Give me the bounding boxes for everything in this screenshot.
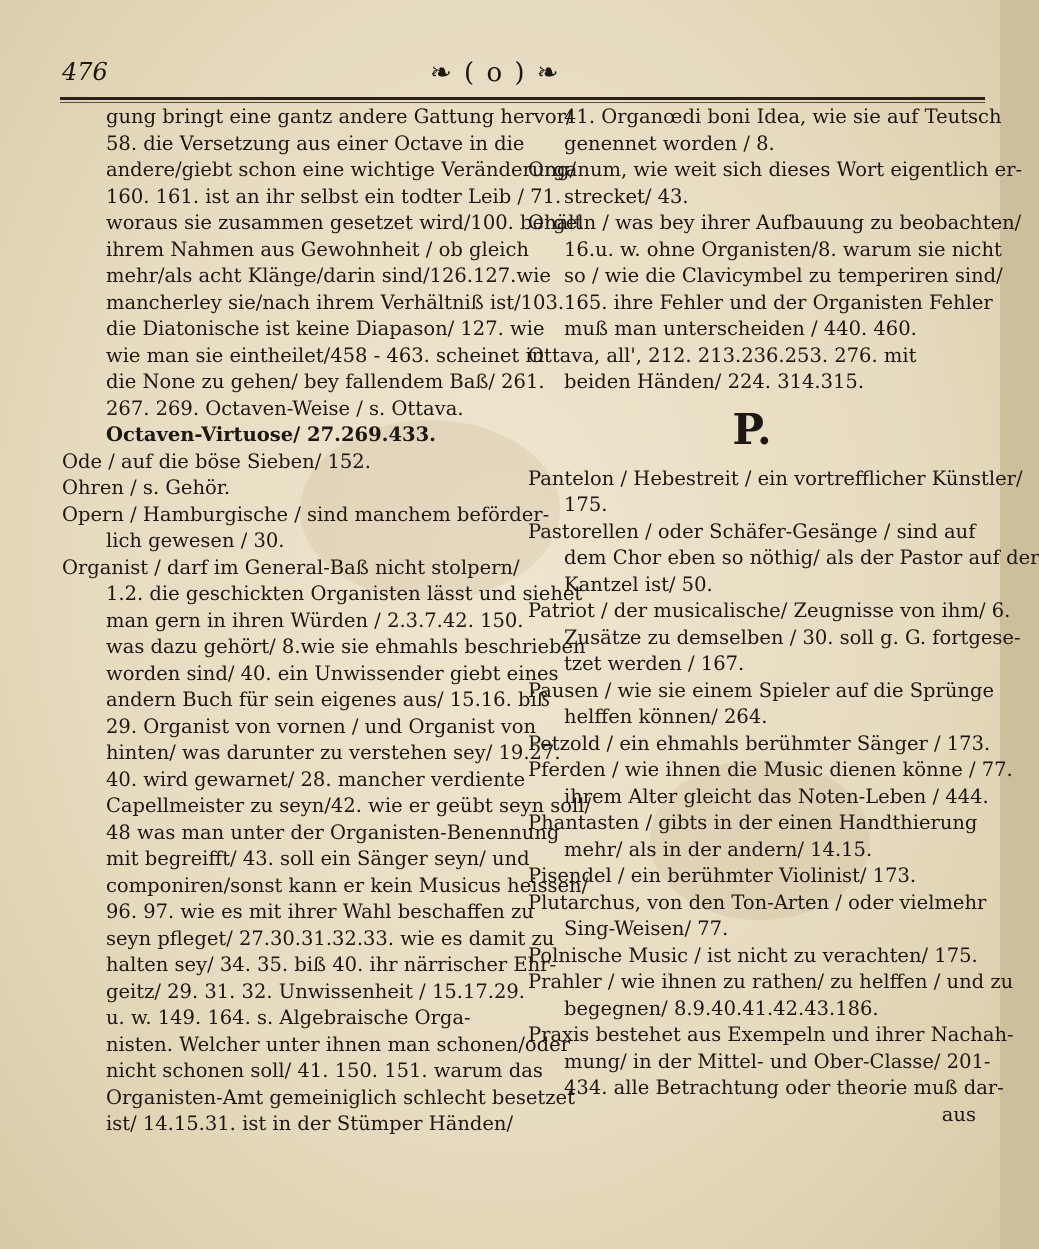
index-line: seyn pfleget/ 27.30.31.32.33. wie es damit zu (106, 926, 555, 950)
index-line: Kantzel ist/ 50. (564, 572, 713, 596)
index-line: Ottava, all', 212. 213.236.253. 276. mit (528, 343, 917, 367)
page-number: 476 (62, 58, 108, 86)
index-line: 267. 269. Octaven-Weise / s. Ottava. (106, 396, 464, 420)
index-line: wie man sie eintheilet/458 - 463. scheinet in (106, 343, 545, 367)
index-line: 48 was man unter der Organisten-Benennung (106, 820, 560, 844)
index-line: 175. (564, 493, 608, 516)
index-line: mung/ in der Mittel- und Ober-Classe/ 201- (564, 1049, 991, 1073)
index-line: so / wie die Clavicymbel zu temperiren sind/ (564, 264, 1003, 287)
index-line: Prahler / wie ihnen zu rathen/ zu helffen / und zu (528, 970, 1014, 993)
index-line: worden sind/ 40. ein Unwissender giebt eines (106, 661, 559, 685)
index-line: 165. ihre Fehler und der Organisten Fehler (564, 290, 993, 314)
header-rule-thin (60, 102, 985, 103)
index-line: andere/giebt schon eine wichtige Veränderung/ (106, 158, 577, 181)
index-line: Opern / Hamburgische / sind manchem beförder- (62, 502, 550, 526)
index-line: die None zu gehen/ bey fallendem Baß/ 261. (106, 370, 545, 393)
index-line: mancherley sie/nach ihrem Verhältniß ist/103. (106, 290, 565, 314)
index-line: Organisten-Amt gemeiniglich schlecht besetzet (106, 1085, 575, 1109)
index-line: 16.u. w. ohne Organisten/8. warum sie nicht (564, 237, 1002, 261)
index-line: Ohren / s. Gehör. (62, 476, 231, 499)
index-line: begegnen/ 8.9.40.41.42.43.186. (564, 996, 879, 1020)
index-line: mehr/ als in der andern/ 14.15. (564, 837, 873, 861)
header-rule (60, 97, 985, 100)
index-line: Pausen / wie sie einem Spieler auf die Sprünge (528, 678, 994, 702)
header-ornament: ❧ ( o ) ❧ (430, 58, 561, 88)
index-line: 96. 97. wie es mit ihrer Wahl beschaffen zu (106, 900, 534, 923)
index-line: nicht schonen soll/ 41. 150. 151. warum das (106, 1059, 543, 1082)
index-line: Ode / auf die böse Sieben/ 152. (62, 449, 371, 473)
index-line: geitz/ 29. 31. 32. Unwissenheit / 15.17.29. (106, 979, 525, 1003)
index-line: hinten/ was darunter zu verstehen sey/ 19.27. (106, 741, 561, 764)
index-line: was dazu gehört/ 8.wie sie ehmahls beschrieben (106, 635, 586, 658)
index-line: u. w. 149. 164. s. Algebraische Orga- (106, 1006, 471, 1029)
index-line: componiren/sonst kann er kein Musicus heissen/ (106, 873, 589, 897)
index-line: Plutarchus, von den Ton-Arten / oder vielmehr (528, 890, 987, 914)
index-line: Polnische Music / ist nicht zu verachten/ 175. (528, 943, 978, 967)
index-line: mehr/als acht Klänge/darin sind/126.127.wie (106, 264, 551, 287)
index-line: man gern in ihren Würden / 2.3.7.42. 150. (106, 608, 524, 632)
index-line: Organum, wie weit sich dieses Wort eigentlich er- (528, 158, 1023, 181)
index-line: muß man unterscheiden / 440. 460. (564, 317, 917, 340)
right-column (528, 104, 1039, 1128)
index-line: lich gewesen / 30. (106, 529, 285, 552)
index-line: ihrem Alter gleicht das Noten-Leben / 444. (564, 784, 989, 808)
index-line: andern Buch für sein eigenes aus/ 15.16. biß (106, 688, 550, 711)
catchword: aus (941, 1102, 976, 1126)
index-line: Zusätze zu demselben / 30. soll g. G. fortgese- (564, 625, 1021, 649)
index-line: nisten. Welcher unter ihnen man schonen/oder (106, 1032, 570, 1056)
index-line: helffen können/ 264. (564, 705, 768, 728)
index-line: Praxis bestehet aus Exempeln und ihrer Nachah- (528, 1023, 1014, 1046)
index-line: Patriot / der musicalische/ Zeugnisse von ihm/ 6. (528, 599, 1011, 622)
index-line: 29. Organist von vornen / und Organist von (106, 714, 537, 738)
index-line: Octaven-Virtuose/ 27.269.433. (106, 423, 436, 446)
index-line: Phantasten / gibts in der einen Handthierung (528, 811, 978, 834)
index-line: ihrem Nahmen aus Gewohnheit / ob gleich (106, 237, 529, 261)
index-line: gung bringt eine gantz andere Gattung hervor/ (106, 105, 573, 128)
index-line: 58. die Versetzung aus einer Octave in die (106, 131, 525, 155)
index-line: Orgeln / was bey ihrer Aufbauung zu beobachten/ (528, 211, 1022, 234)
index-line: 1.2. die geschickten Organisten lässt und siehet (106, 582, 583, 605)
index-line: woraus sie zusammen gesetzet wird/100. behält (106, 211, 583, 234)
index-line: dem Chor eben so nöthig/ als der Pastor auf der (564, 546, 1039, 569)
index-line: 434. alle Betrachtung oder theorie muß dar- (564, 1076, 1004, 1099)
index-line: genennet worden / 8. (564, 131, 775, 155)
right-column-bottom (528, 466, 1039, 1102)
index-line: beiden Händen/ 224. 314.315. (564, 370, 865, 393)
index-line: halten sey/ 34. 35. biß 40. ihr närrischer Ehr- (106, 953, 557, 976)
section-letter: P. (732, 404, 772, 454)
index-line: tzet werden / 167. (564, 652, 745, 675)
index-line: mit begreifft/ 43. soll ein Sänger seyn/ und (106, 847, 530, 870)
index-line: ist/ 14.15.31. ist in der Stümper Händen/ (106, 1112, 514, 1135)
right-column-top (528, 104, 1023, 396)
index-line: Pisendel / ein berühmter Violinist/ 173. (528, 864, 917, 887)
index-line: 160. 161. ist an ihr selbst ein todter Leib / 71. (106, 184, 562, 208)
index-line: Capellmeister zu seyn/42. wie er geübt seyn soll/ (106, 794, 592, 817)
index-line: die Diatonische ist keine Diapason/ 127. wie (106, 317, 545, 340)
index-line: Pferden / wie ihnen die Music dienen könne / 77. (528, 758, 1013, 781)
index-line: Organist / darf im General-Baß nicht stolpern/ (62, 555, 520, 579)
index-line: Pantelon / Hebestreit / ein vortrefflicher Künstler/ (528, 466, 1023, 490)
index-line: 40. wird gewarnet/ 28. mancher verdiente (106, 767, 526, 791)
index-line: Sing-Weisen/ 77. (564, 917, 729, 940)
index-line: 41. Organœdi boni Idea, wie sie auf Teutsch (564, 105, 1002, 128)
index-line: strecket/ 43. (564, 184, 689, 208)
index-line: Pastorellen / oder Schäfer-Gesänge / sind auf (528, 519, 976, 543)
index-line: Petzold / ein ehmahls berühmter Sänger / 173. (528, 731, 991, 755)
